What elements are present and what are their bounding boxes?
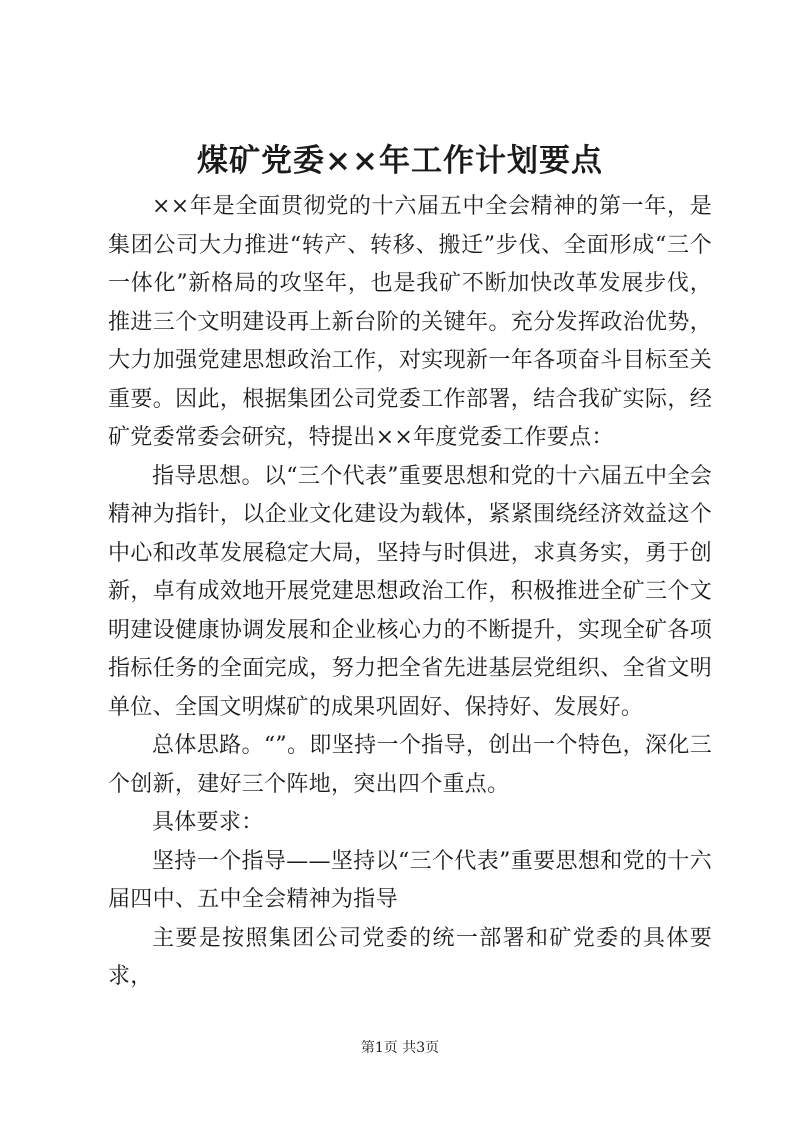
paragraph-intro: ××年是全面贯彻党的十六届五中全会精神的第一年，是集团公司大力推进“转产、转移、搬迁”步伐、全面形成“三个一体化”新格局的攻坚年，也是我矿不断加快改革发展步伐，推进三个文明建设再上新台阶的关键年。充分发挥政治优势，大力加强党建思想政治工作，对实现新一年各项奋斗目标至关重要。因此，根据集团公司党委工作部署，结合我矿实际，经矿党委常委会研究，特提出××年度党委工作要点：	[108, 194, 712, 450]
document-body	[108, 188, 712, 997]
paragraph-guiding-ideology: 指导思想。以“三个代表”重要思想和党的十六届五中全会精神为指针，以企业文化建设为载体，紧紧围绕经济效益这个中心和改革发展稳定大局，坚持与时俱进，求真务实，勇于创新，卓有成效地开展党建思想政治工作，积极推进全矿三个文明建设健康协调发展和企业核心力的不断提升，实现全矿各项指标任务的全面完成，努力把全省先进基层党组织、全省文明单位、全国文明煤矿的成果巩固好、保持好、发展好。	[108, 463, 712, 720]
paragraph-one-guidance: 坚持一个指导——坚持以“三个代表”重要思想和党的十六届四中、五中全会精神为指导	[108, 848, 712, 912]
paragraph-specific-requirements: 具体要求：	[152, 810, 264, 835]
paragraph-main-points: 主要是按照集团公司党委的统一部署和矿党委的具体要求，	[108, 925, 712, 989]
page-number-footer: 第1页 共3页	[360, 1040, 440, 1056]
paragraph-overall-approach: 总体思路。“”。即坚持一个指导，创出一个特色，深化三个创新，建好三个阵地，突出四个重点。	[108, 733, 712, 797]
document-title: 煤矿党委××年工作计划要点	[197, 143, 603, 179]
